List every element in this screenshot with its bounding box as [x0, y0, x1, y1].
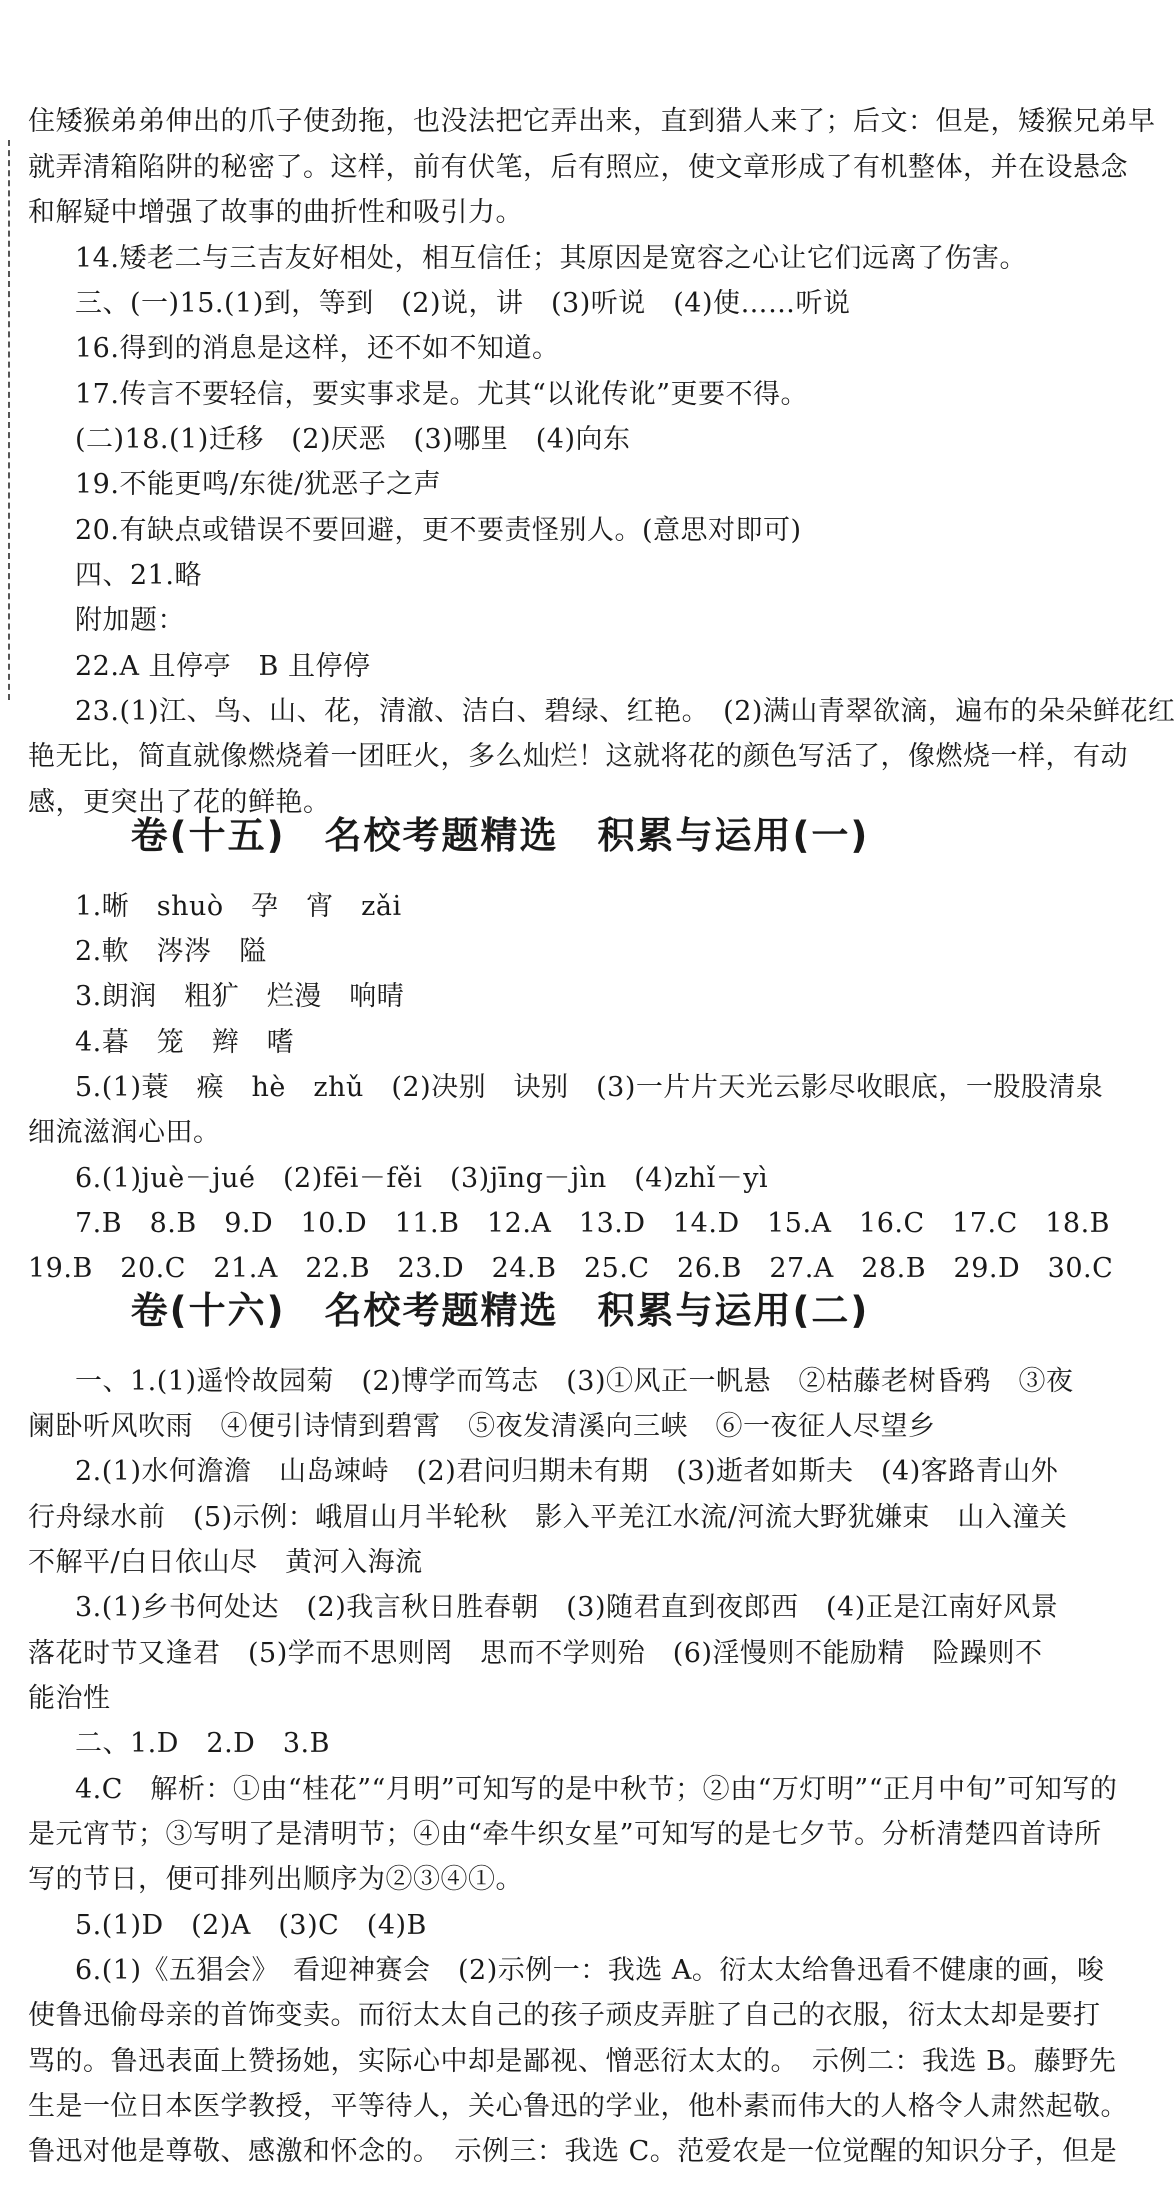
text-line: 二、1.D 2.D 3.B: [75, 1728, 330, 1759]
text-line: 7.B 8.B 9.D 10.D 11.B 12.A 13.D 14.D 15.A 16.C 17.C 18.B: [75, 1208, 1111, 1239]
text-line: 使鲁迅偷母亲的首饰变卖。而衍太太自己的孩子顽皮弄脏了自己的衣服，衍太太却是要打: [28, 2000, 1101, 2031]
text-line: 鲁迅对他是尊敬、感激和怀念的。 示例三：我选 C。范爱农是一位觉醒的知识分子，但是: [28, 2136, 1118, 2167]
text-line: (二)18.(1)迁移 (2)厌恶 (3)哪里 (4)向东: [75, 424, 631, 455]
text-line: 3.(1)乡书何处达 (2)我言秋日胜春朝 (3)随君直到夜郎西 (4)正是江南好风景: [75, 1592, 1059, 1623]
text-line: 23.(1)江、鸟、山、花，清澈、洁白、碧绿、红艳。 (2)满山青翠欲滴，遍布的朵朵鲜花红: [75, 696, 1175, 727]
text-line: 附加题：: [75, 605, 185, 636]
text-line: 4.C 解析：①由“桂花”“月明”可知写的是中秋节；②由“万灯明”“正月中旬”可知写的: [75, 1774, 1118, 1805]
text-line: 20.有缺点或错误不要回避，更不要责怪别人。(意思对即可): [75, 515, 802, 546]
text-line: 5.(1)D (2)A (3)C (4)B: [75, 1910, 427, 1941]
text-line: 3.朗润 粗犷 烂漫 响晴: [75, 981, 405, 1012]
text-line: 一、1.(1)遥怜故园菊 (2)博学而笃志 (3)①风正一帆悬 ②枯藤老树昏鸦 ③夜: [75, 1366, 1074, 1397]
text-line: 三、(一)15.(1)到，等到 (2)说，讲 (3)听说 (4)使……听说: [75, 288, 851, 319]
text-line: 细流滋润心田。: [28, 1117, 221, 1148]
text-line: 17.传言不要轻信，要实事求是。尤其“以讹传讹”更要不得。: [75, 379, 809, 410]
text-line: 5.(1)蓑 瘊 hè zhǔ (2)决别 诀别 (3)一片片天光云影尽收眼底，一股股清泉: [75, 1072, 1104, 1103]
section-title-16: 卷(十六) 名校考题精选 积累与运用(二): [130, 1289, 870, 1332]
text-line: 生是一位日本医学教授，平等待人，关心鲁迅的学业，他朴素而伟大的人格令人肃然起敬。: [28, 2091, 1128, 2122]
text-line: 19.B 20.C 21.A 22.B 23.D 24.B 25.C 26.B 27.A 28.B 29.D 30.C: [28, 1253, 1114, 1284]
text-line: 不解平/白日依山尽 黄河入海流: [28, 1547, 423, 1578]
text-line: 四、21.略: [75, 560, 202, 591]
text-line: 落花时节又逢君 (5)学而不思则罔 思而不学则殆 (6)淫慢则不能励精 险躁则不: [28, 1638, 1043, 1669]
text-line: 住矮猴弟弟伸出的爪子使劲拖，也没法把它弄出来，直到猎人来了；后文：但是，矮猴兄弟早: [28, 106, 1156, 137]
text-line: 感，更突出了花的鲜艳。: [28, 787, 331, 818]
text-line: 19.不能更鸣/东徙/犹恶子之声: [75, 469, 442, 500]
text-line: 22.A 且停亭 B 且停停: [75, 651, 371, 682]
text-line: 就弄清箱陷阱的秘密了。这样，前有伏笔，后有照应，使文章形成了有机整体，并在设悬念: [28, 152, 1128, 183]
text-line: 14.矮老二与三吉友好相处，相互信任；其原因是宽容之心让它们远离了伤害。: [75, 243, 1027, 274]
text-line: 2.軟 涔涔 隘: [75, 936, 267, 967]
text-line: 1.晰 shuò 孕 宵 zǎi: [75, 891, 402, 922]
text-line: 行舟绿水前 (5)示例：峨眉山月半轮秋 影入平羌江水流/河流大野犹嫌束 山入潼关: [28, 1502, 1068, 1533]
text-line: 6.(1)juè－jué (2)fēi－fěi (3)jīng－jìn (4)zhǐ－yì: [75, 1163, 769, 1194]
text-line: 和解疑中增强了故事的曲折性和吸引力。: [28, 197, 523, 228]
text-line: 是元宵节；③写明了是清明节；④由“牵牛织女星”可知写的是七夕节。分析清楚四首诗所: [28, 1819, 1102, 1850]
text-line: 骂的。鲁迅表面上赞扬她，实际心中却是鄙视、憎恶衍太太的。 示例二：我选 B。藤野先: [28, 2046, 1117, 2077]
section-title-15: 卷(十五) 名校考题精选 积累与运用(一): [130, 814, 870, 857]
binding-line: [8, 140, 12, 700]
text-line: 能治性: [28, 1683, 111, 1714]
text-line: 6.(1)《五猖会》 看迎神赛会 (2)示例一：我选 A。衍太太给鲁迅看不健康的画，唆: [75, 1955, 1105, 1986]
text-line: 2.(1)水何澹澹 山岛竦峙 (2)君问归期未有期 (3)逝者如斯夫 (4)客路青山外: [75, 1456, 1059, 1487]
text-line: 4.暮 笼 辫 嗜: [75, 1027, 295, 1058]
text-line: 阑卧听风吹雨 ④便引诗情到碧霄 ⑤夜发清溪向三峡 ⑥一夜征人尽望乡: [28, 1411, 936, 1442]
text-line: 16.得到的消息是这样，还不如不知道。: [75, 333, 560, 364]
text-line: 写的节日，便可排列出顺序为②③④①。: [28, 1864, 523, 1895]
text-line: 艳无比，简直就像燃烧着一团旺火，多么灿烂！这就将花的颜色写活了，像燃烧一样，有动: [28, 741, 1128, 772]
